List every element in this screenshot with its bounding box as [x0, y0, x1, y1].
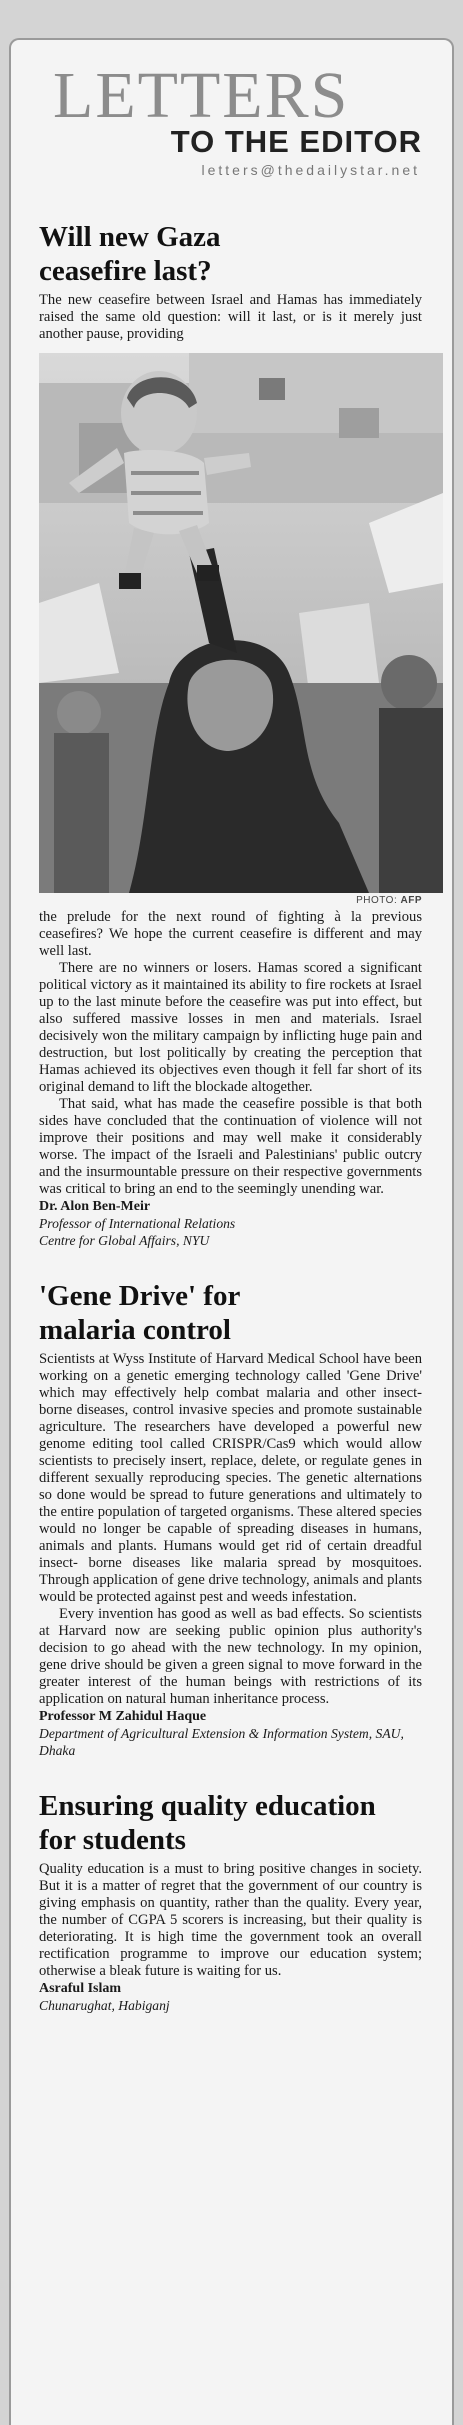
- letter-paragraph: Quality education is a must to bring positive changes in society. But it is a matter of regret that the government of our country is giving emphasis on quantity, rather than the quality. Every year, the number of CGPA 5 scorers is increasing, but their quality is deteriorating. It is high time the government took an overall rectification programme to improve our education system; otherwise a bleak future is waiting for us.: [39, 1861, 422, 1979]
- letter-paragraph: Every invention has good as well as bad effects. So scientists at Harvard now are seeking public opinion plus authority's decision to go ahead with the new technology. In my opinion, gene drive should be given a green signal to move forward in the greater interest of the human beings with restrictions of its application on natural human inheritance process.: [39, 1606, 422, 1707]
- letter-paragraph: the prelude for the next round of fighting à la previous ceasefires? We hope the current ceasefire is different and may well last.: [39, 909, 422, 959]
- letter-affiliation: Professor of International Relations Centre for Global Affairs, NYU: [39, 1216, 236, 1248]
- letter-title: Will new Gaza ceasefire last?: [39, 221, 221, 287]
- masthead-title: LETTERS: [53, 59, 350, 132]
- letter-education: [39, 1789, 422, 2014]
- letter-affiliation: Chunarughat, Habiganj: [39, 1998, 170, 2013]
- letter-paragraph: The new ceasefire between Israel and Hamas has immediately raised the same old question: will it last, or is it merely just another pause, providing: [39, 292, 422, 342]
- letter-paragraph: Scientists at Wyss Institute of Harvard Medical School have been working on a genetic emerging technology called 'Gene Drive' which may effectively help combat malaria and other insect-borne diseases, control invasive species and promote sustainable agriculture. The researchers have developed a powerful new genome editing tool called CRISPR/Cas9 which would allow scientists to precisely insert, replace, delete, or regulate genes in different sexually reproducing species. The genetic alternations so done would be spread to future generations and ultimately to the entire population of targeted organisms. These altered species would no longer be capable of spreading diseases in humans, animals and plants. Humans would get rid of certain dreadful insect- borne diseases like malaria spread by mosquitoes. Through application of gene drive technology, animals and plants would be protected against pest and weeds infestation.: [39, 1351, 422, 1605]
- photo-credit-label: PHOTO:: [356, 895, 398, 906]
- masthead-subtitle: TO THE EDITOR: [170, 124, 422, 159]
- news-photo: [39, 353, 422, 907]
- rally-photo: [39, 353, 443, 893]
- masthead: [39, 59, 422, 178]
- letter-paragraph: There are no winners or losers. Hamas scored a significant political victory as it maintained its ability to fire rockets at Israel up to the last minute before the ceasefire was put into effect, but also suffered massive losses in men and materials. Israel decisively won the military campaign by inflicting huge pain and destruction, but lost politically by creating the perception that Hamas achieved its objectives even though it fell far short of its original demand to lift the blockade altogether.: [39, 960, 422, 1095]
- photo-credit: [39, 895, 422, 907]
- letter-author: Dr. Alon Ben-Meir: [39, 1199, 151, 1214]
- letter-paragraph: That said, what has made the ceasefire possible is that both sides have concluded that the continuation of violence will not improve their positions and may well make it considerably worse. The impact of the Israeli and Palestinians' public outcry and the insurmountable pressure on their respective governments was critical to bring an end to the seemingly unending war.: [39, 1096, 422, 1197]
- letter-affiliation: Department of Agricultural Extension & Information System, SAU, Dhaka: [39, 1726, 404, 1758]
- photo-credit-source: AFP: [400, 895, 422, 906]
- letter-title: 'Gene Drive' for malaria control: [39, 1280, 240, 1346]
- letter-author: Asraful Islam: [39, 1981, 122, 1996]
- letter-title: Ensuring quality education for students: [39, 1790, 376, 1856]
- letter-gene-drive: [39, 1279, 422, 1759]
- masthead-email[interactable]: letters@thedailystar.net: [201, 162, 420, 178]
- letters-page: [9, 38, 454, 2425]
- letter-author: Professor M Zahidul Haque: [39, 1709, 207, 1724]
- letter-gaza: [39, 220, 422, 1249]
